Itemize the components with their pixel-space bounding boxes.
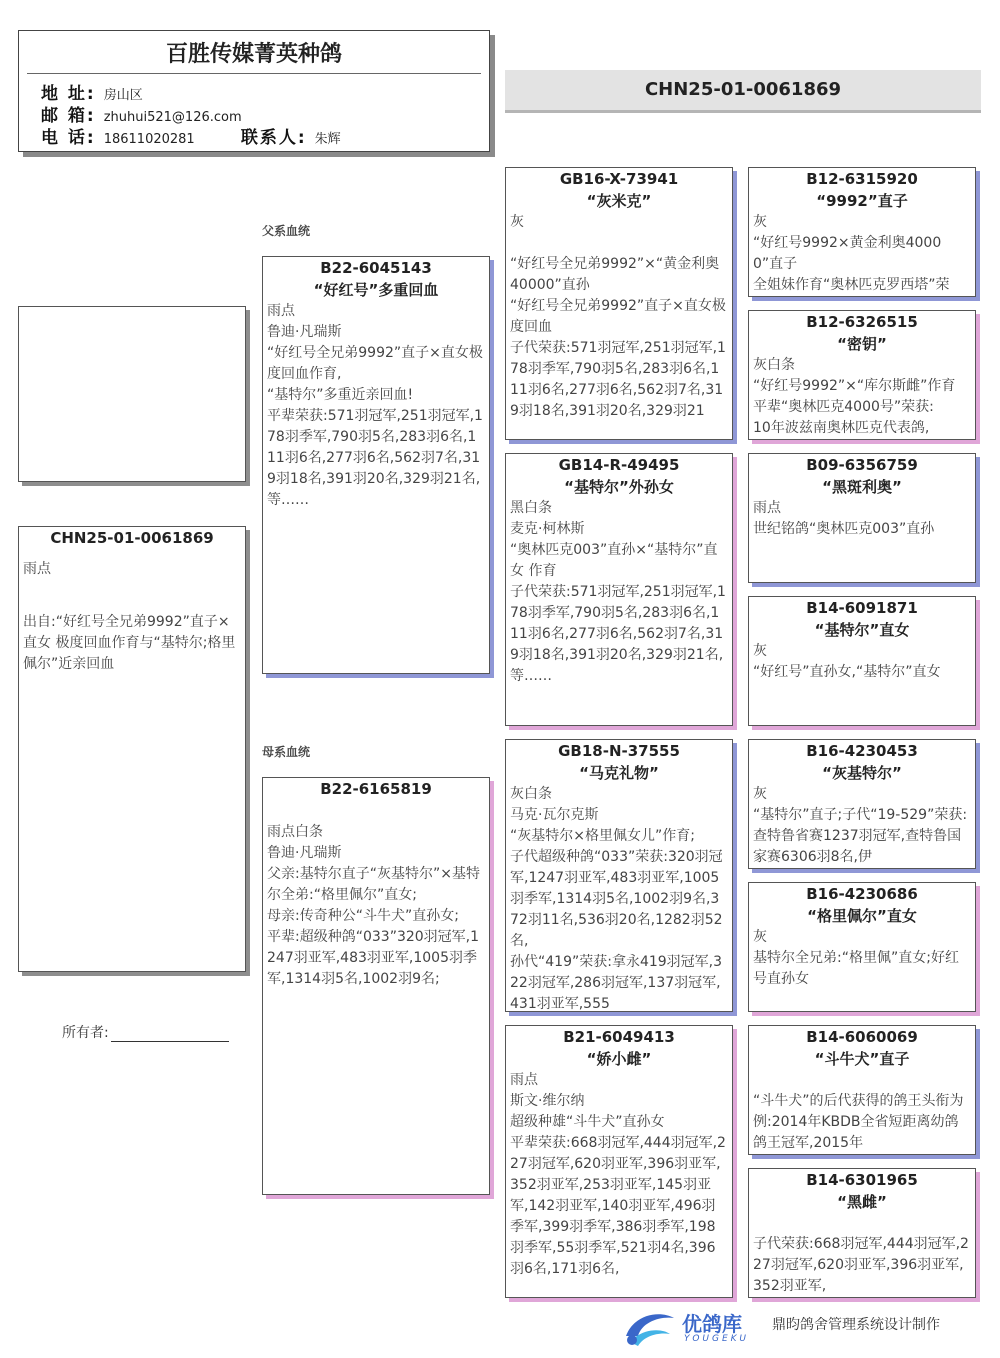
contact-label: 联系人: <box>240 128 307 148</box>
card-line: 子代荣获:571羽冠军,251羽冠军,178羽季军,790羽5名,283羽6名,111羽6名,277羽6名,562羽7名,319羽18名,391羽20名,329羽21名,等…… <box>510 584 726 684</box>
yougeku-logo <box>620 1306 760 1350</box>
phone-label: 电 话: <box>41 128 96 148</box>
address-value: 房山区 <box>103 88 143 103</box>
card-line: 灰 <box>753 929 767 945</box>
great-grandparent-card <box>748 1168 976 1298</box>
header-divider <box>27 73 481 74</box>
card-line: “基特尔”直子;子代“19-529”荣获:查特鲁省赛1237羽冠军,查特鲁国家赛6306羽8名,伊 <box>753 807 968 865</box>
dam-name <box>263 800 489 822</box>
card-line: 孙代“419”荣获:拿永419羽冠军,322羽冠军,286羽冠军,137羽冠军,431羽亚军,555 <box>510 954 723 1012</box>
card-line: “灰基特尔×格里佩女儿”作育; <box>510 828 695 844</box>
pedigree-title-ring: CHN25-01-0061869 <box>505 70 981 110</box>
owner-field <box>62 1022 229 1042</box>
card-line: 黑白条 <box>510 500 552 516</box>
sire-ring: B22-6045143 <box>320 259 432 277</box>
sire-line: 平辈荣获:571羽冠军,251羽冠军,178羽季军,790羽5名,283羽6名,111羽6名,277羽6名,562羽7名,319羽18名,391羽20名,329羽21名,等…… <box>267 408 483 508</box>
card-line: 雨点 <box>510 1072 538 1088</box>
card-ring: B16-4230686 <box>806 885 918 903</box>
dam-card <box>262 777 490 1195</box>
card-line: 世纪铭鸽“奥林匹克003”直孙 <box>753 521 935 537</box>
great-grandparent-card <box>748 882 976 1012</box>
card-ring: GB14-R-49495 <box>558 456 680 474</box>
card-line: “好红号9992”×“库尔斯雌”作育 <box>753 378 956 394</box>
card-line: “好红号全兄弟9992”直子×直女极度回血 <box>510 298 726 335</box>
card-name: “格里佩尔”直女 <box>807 907 917 925</box>
dam-line-label: 母系血统 <box>262 745 311 759</box>
owner-signature-line <box>111 1027 229 1042</box>
pigeon-photo-placeholder <box>18 306 246 482</box>
dam-ring: B22-6165819 <box>320 780 432 798</box>
card-ring: B12-6326515 <box>806 313 918 331</box>
email-value: zhuhui521@126.com <box>103 110 242 125</box>
card-ring: GB18-N-37555 <box>558 742 680 760</box>
loft-name: 百胜传媒菁英种鸽 <box>165 42 342 67</box>
card-name: “黑斑利奥” <box>822 478 902 496</box>
card-line: 灰 <box>753 214 767 230</box>
subject-color: 雨点 <box>23 561 51 577</box>
sire-name: “好红号”多重回血 <box>313 281 439 299</box>
dam-line: 平辈:超级种鸽“033”320羽冠军,1247羽亚军,483羽亚军,1005羽季军,1314羽5名,1002羽9名; <box>267 929 480 987</box>
great-grandparent-card <box>748 453 976 583</box>
card-line: 麦克·柯林斯 <box>510 521 585 537</box>
card-line: 子代荣获:571羽冠军,251羽冠军,178羽季军,790羽5名,283羽6名,111羽6名,277羽6名,562羽7名,319羽18名,391羽20名,329羽21 <box>510 340 726 419</box>
card-line: 平辈“奥林匹克4000号”荣获: <box>753 399 934 415</box>
card-line: 灰 <box>510 214 524 230</box>
card-line: 基特尔全兄弟:“格里佩”直女;好红号直孙女 <box>753 950 959 987</box>
card-line: 灰白条 <box>510 786 552 802</box>
email-row <box>41 107 242 127</box>
card-ring: B12-6315920 <box>806 170 918 188</box>
sire-line: 鲁迪·凡瑞斯 <box>267 324 342 340</box>
card-name: “灰米克” <box>586 192 652 210</box>
card-line: “好红号全兄弟9992”×“黄金利奥40000”直孙 <box>510 256 720 293</box>
card-ring: GB16-X-73941 <box>559 170 679 188</box>
card-name: “斗牛犬”直子 <box>814 1050 910 1068</box>
card-line <box>510 233 728 254</box>
address-label: 地 址: <box>41 84 96 104</box>
loft-header <box>18 30 490 152</box>
card-line: 斯文·维尔纳 <box>510 1093 585 1109</box>
grandsire-maternal-card <box>505 739 733 1012</box>
card-line: “斗牛犬”的后代获得的鸽王头衔为例:2014年KBDB全省短距离幼鸽鸽王冠军,2015年 <box>753 1093 964 1151</box>
card-ring: B16-4230453 <box>806 742 918 760</box>
card-line: 雨点 <box>753 500 781 516</box>
card-ring: B14-6301965 <box>806 1171 918 1189</box>
card-line: 平辈荣获:668羽冠军,444羽冠军,227羽冠军,620羽亚军,396羽亚军,352羽亚军,253羽亚军,145羽亚军,142羽亚军,140羽亚军,496羽季军,399羽季军,386羽季军,198羽季军,55羽季军,521羽4名,396羽6名,171羽6名, <box>510 1135 726 1277</box>
card-name: “马克礼物” <box>579 764 659 782</box>
sire-line: “好红号全兄弟9992”直子×直女极度回血作育, <box>267 345 483 382</box>
card-name: “9992”直子 <box>816 192 908 210</box>
dam-line: 父亲:基特尔直子“灰基特尔”×基特尔全弟:“格里佩尔”直女; <box>267 866 480 903</box>
card-line: “好红号9992×黄金利奥40000”直子 <box>753 235 942 272</box>
sire-line: “基特尔”多重近亲回血! <box>267 387 414 403</box>
card-line: 灰白条 <box>753 357 795 373</box>
card-ring: B09-6356759 <box>806 456 918 474</box>
subject-origin: 出自:“好红号全兄弟9992”直子×直女 极度回血作育与“基特尔;格里佩尔”近亲回血 <box>23 614 236 672</box>
great-grandparent-card <box>748 310 976 440</box>
card-name: “娇小雌” <box>586 1050 652 1068</box>
footer-credit: 鼎昀鸽舍管理系统设计制作 <box>772 1317 940 1333</box>
pigeon-swirl-logo-icon <box>620 1306 680 1350</box>
card-name: “黑雌” <box>837 1193 887 1211</box>
granddam-maternal-card <box>505 1025 733 1298</box>
card-line: 马克·瓦尔克斯 <box>510 807 599 823</box>
card-ring: B14-6091871 <box>806 599 918 617</box>
card-name: “基特尔”直女 <box>814 621 910 639</box>
dam-line: 雨点白条 <box>267 824 323 840</box>
card-name: “基特尔”外孙女 <box>564 478 674 496</box>
great-grandparent-card <box>748 739 976 869</box>
card-line: 超级种雄“斗牛犬”直孙女 <box>510 1114 665 1130</box>
card-line: “好红号”直孙女,“基特尔”直女 <box>753 664 941 680</box>
card-line: 灰 <box>753 786 767 802</box>
subject-card <box>18 526 246 972</box>
card-line: 子代超级种鸽“033”荣获:320羽冠军,1247羽亚军,483羽亚军,1005羽季军,1314羽5名,1002羽9名,372羽11名,536羽20名,1282羽52名, <box>510 849 723 949</box>
phone-row <box>41 129 341 149</box>
subject-ring: CHN25-01-0061869 <box>50 529 214 547</box>
card-ring: B21-6049413 <box>563 1028 675 1046</box>
logo-text-chinese: 优鸽库 <box>682 1312 742 1336</box>
logo-text-english: YOUGEKU <box>684 1334 750 1344</box>
dam-line: 鲁迪·凡瑞斯 <box>267 845 342 861</box>
owner-label: 所有者: <box>62 1025 109 1041</box>
grandsire-paternal-card <box>505 167 733 440</box>
sire-line-label: 父系血统 <box>262 224 311 238</box>
granddam-paternal-card <box>505 453 733 726</box>
card-name: “灰基特尔” <box>822 764 902 782</box>
great-grandparent-card <box>748 167 976 297</box>
dam-line: 母亲:传奇种公“斗牛犬”直孙女; <box>267 908 459 924</box>
card-line: 10年波兹南奥林匹克代表鸽, <box>753 420 930 436</box>
card-line: “奥林匹克003”直孙×“基特尔”直女 作育 <box>510 542 718 579</box>
contact-value: 朱辉 <box>314 132 341 147</box>
great-grandparent-card <box>748 596 976 726</box>
great-grandparent-card <box>748 1025 976 1155</box>
address-row <box>41 85 143 105</box>
card-name: “密钥” <box>837 335 887 353</box>
phone-value: 18611020281 <box>103 132 195 147</box>
sire-card <box>262 256 490 674</box>
email-label: 邮 箱: <box>41 106 96 126</box>
card-line: 全姐妹作育“奥林匹克罗西塔”荣 <box>753 277 950 293</box>
card-line: 子代荣获:668羽冠军,444羽冠军,227羽冠军,620羽亚军,396羽亚军,352羽亚军, <box>753 1236 969 1294</box>
sire-line: 雨点 <box>267 303 295 319</box>
card-ring: B14-6060069 <box>806 1028 918 1046</box>
card-line: 灰 <box>753 643 767 659</box>
